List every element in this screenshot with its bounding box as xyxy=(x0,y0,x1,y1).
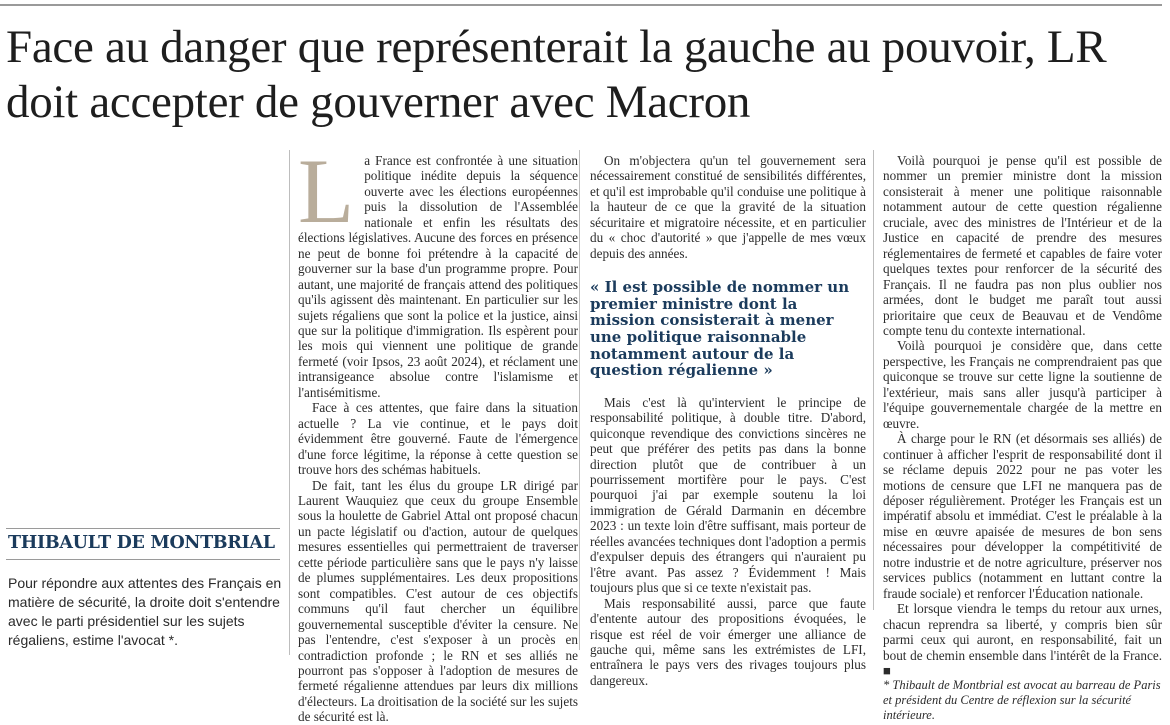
paragraph: Face à ces attentes, que faire dans la situation actuelle ? La vie continue, et le pays doit évidemment être gouverné. Faute de l'émergence d'une force légitime, la réponse à cette question se trouve hors des schémas habituels. xyxy=(298,400,578,478)
column-2 xyxy=(590,153,866,688)
column-3 xyxy=(883,153,1162,722)
author-rule-bottom xyxy=(6,559,280,560)
headline: Face au danger que représenterait la gauche au pouvoir, LR doit accepter de gouverner avec Macron xyxy=(6,21,1107,128)
paragraph: Voilà pourquoi je pense qu'il est possible de nommer un premier ministre dont la mission consisterait à mener une politique raisonnable notamment autour de cette question régalienne cruciale, avec des ministres de l'Intérieur et de la Justice en capacité de prendre des mesures réglementaires de fermeté et capables de faire voter quelques textes pour renforcer de la sécurité des Français. Il ne faudra pas non plus oublier nos armées, dont le budget me paraît tout aussi prioritaire que ceux de Beauvau et de Vendôme compte tenu du contexte international. xyxy=(883,153,1162,338)
paragraph: À charge pour le RN (et désormais ses alliés) de continuer à afficher l'esprit de responsabilité dont il se réclame depuis 2022 pour ne pas voter les motions de censure que LFI ne manquera pas de déposer régulièrement. Protéger les Français est un impératif absolu et immédiat. C'est le préalable à la mise en œuvre apaisée de mesures de bon sens nécessaires pour développer la compétitivité de notre industrie et de notre agriculture, préserver nos services publics (notamment en luttant contre la fraude sociale) et renforcer l'Éducation nationale. xyxy=(883,431,1162,601)
author-footnote: * Thibault de Montbrial est avocat au barreau de Paris et président du Centre de réflexion sur la sécurité intérieure. xyxy=(883,678,1161,722)
column-divider xyxy=(579,150,580,650)
drop-cap: L xyxy=(298,140,355,242)
pull-quote: « Il est possible de nommer un premier ministre dont la mission consisterait à mener une politique raisonnable notamment autour de la question régalienne » xyxy=(590,278,850,380)
paragraph: Et lorsque viendra le temps du retour aux urnes, chacun reprendra sa liberté, y compris bien sûr parmi ceux qui auront, en responsabilité, fait un bout de chemin ensemble dans l'intérêt de la France. ■ xyxy=(883,601,1162,678)
top-rule xyxy=(0,4,1162,6)
paragraph: Voilà pourquoi je considère que, dans cette perspective, les Français ne comprendraient pas que quiconque se trouve sur cette ligne la soutienne de l'extérieur, mais sans aller jusqu'à participer à l'équipe gouvernementale chargée de la mettre en œuvre. xyxy=(883,338,1162,431)
author-rule-top xyxy=(6,528,280,529)
column-1 xyxy=(298,140,578,725)
paragraph-text: a France est confrontée à une situation politique inédite depuis la séquence ouverte avec les élections européennes puis la dissolution de l'Assemblée nationale et enfin les résultats des élections législatives. Aucune des forces en présence ne peut de bonne foi prétendre à la capacité de gouverner sur la base d'un programme propre. Pour autant, une majorité de français attend des politiques qu'ils agissent dès maintenant. En particulier sur les sujets régaliens que sont la police et la justice, ainsi que sur la politique d'immigration. Ils espèrent pour les mois qui viennent une politique de grande fermeté (voir Ipsos, 23 août 2024), et réclament une intransigeance absolue contre l'islamisme et l'antisémitisme. xyxy=(298,153,578,400)
column-divider xyxy=(289,150,290,655)
paragraph: Mais responsabilité aussi, parce que faute d'entente autour des propositions évoquées, le risque est réel de voir émerger une alliance de gauche qui, même sans les extrémistes de LFI, entraînera le pays vers des rivages toujours plus dangereux. xyxy=(590,595,866,688)
paragraph xyxy=(298,140,578,400)
column-divider xyxy=(873,150,874,610)
author-name: THIBAULT DE MONTBRIAL xyxy=(8,533,275,553)
paragraph: Mais c'est là qu'intervient le principe de responsabilité politique, à double titre. D'abord, quiconque revendique des convictions sincères ne peut que préférer des petits pas dans la bonne direction plutôt que de contribuer à un pourrissement mortifère pour le pays. C'est pourquoi j'ai par exemple soutenu la loi immigration de Gérald Darmanin en décembre 2023 : un texte loin d'être suffisant, mais porteur de réelles avancées techniques dont l'adoption a permis d'expulser depuis des étrangers qui n'auraient pu l'être avant. Pas assez ? Évidemment ! Mais toujours plus que si ce texte n'existait pas. xyxy=(590,394,866,596)
paragraph: On m'objectera qu'un tel gouvernement sera nécessairement constitué de sensibilités différentes, et qu'il est improbable qu'il conduise une politique à la hauteur de ce que la gravité de la situation sécuritaire et migratoire nécessite, et en particulier du « choc d'autorité » que j'appelle de mes vœux depuis des années. xyxy=(590,153,866,261)
paragraph: De fait, tant les élus du groupe LR dirigé par Laurent Wauquiez que ceux du groupe Ensemble sous la houlette de Gabriel Attal ont proposé chacun un pacte législatif ou d'action, autour de quelques mesures essentielles qui permettraient de traverser cette période particulière sans que le pays n'y laisse de plumes supplémentaires. Les deux propositions sont compatibles. C'est autour de ces objectifs communs qu'il faut chercher un équilibre gouvernemental susceptible d'éviter la censure. Ne pas l'entendre, c'est s'exposer à un procès en contradiction profonde ; le RN et ses alliés ne pourront pas s'opposer à l'adoption de mesures de fermeté régalienne attendues par leurs dix millions d'électeurs. La droitisation de la société sur les sujets de sécurité est là. xyxy=(298,477,578,725)
lede: Pour répondre aux attentes des Français en matière de sécurité, la droite doit s'entendre avec le parti présidentiel sur les sujets régaliens, estime l'avocat *. xyxy=(8,575,282,648)
